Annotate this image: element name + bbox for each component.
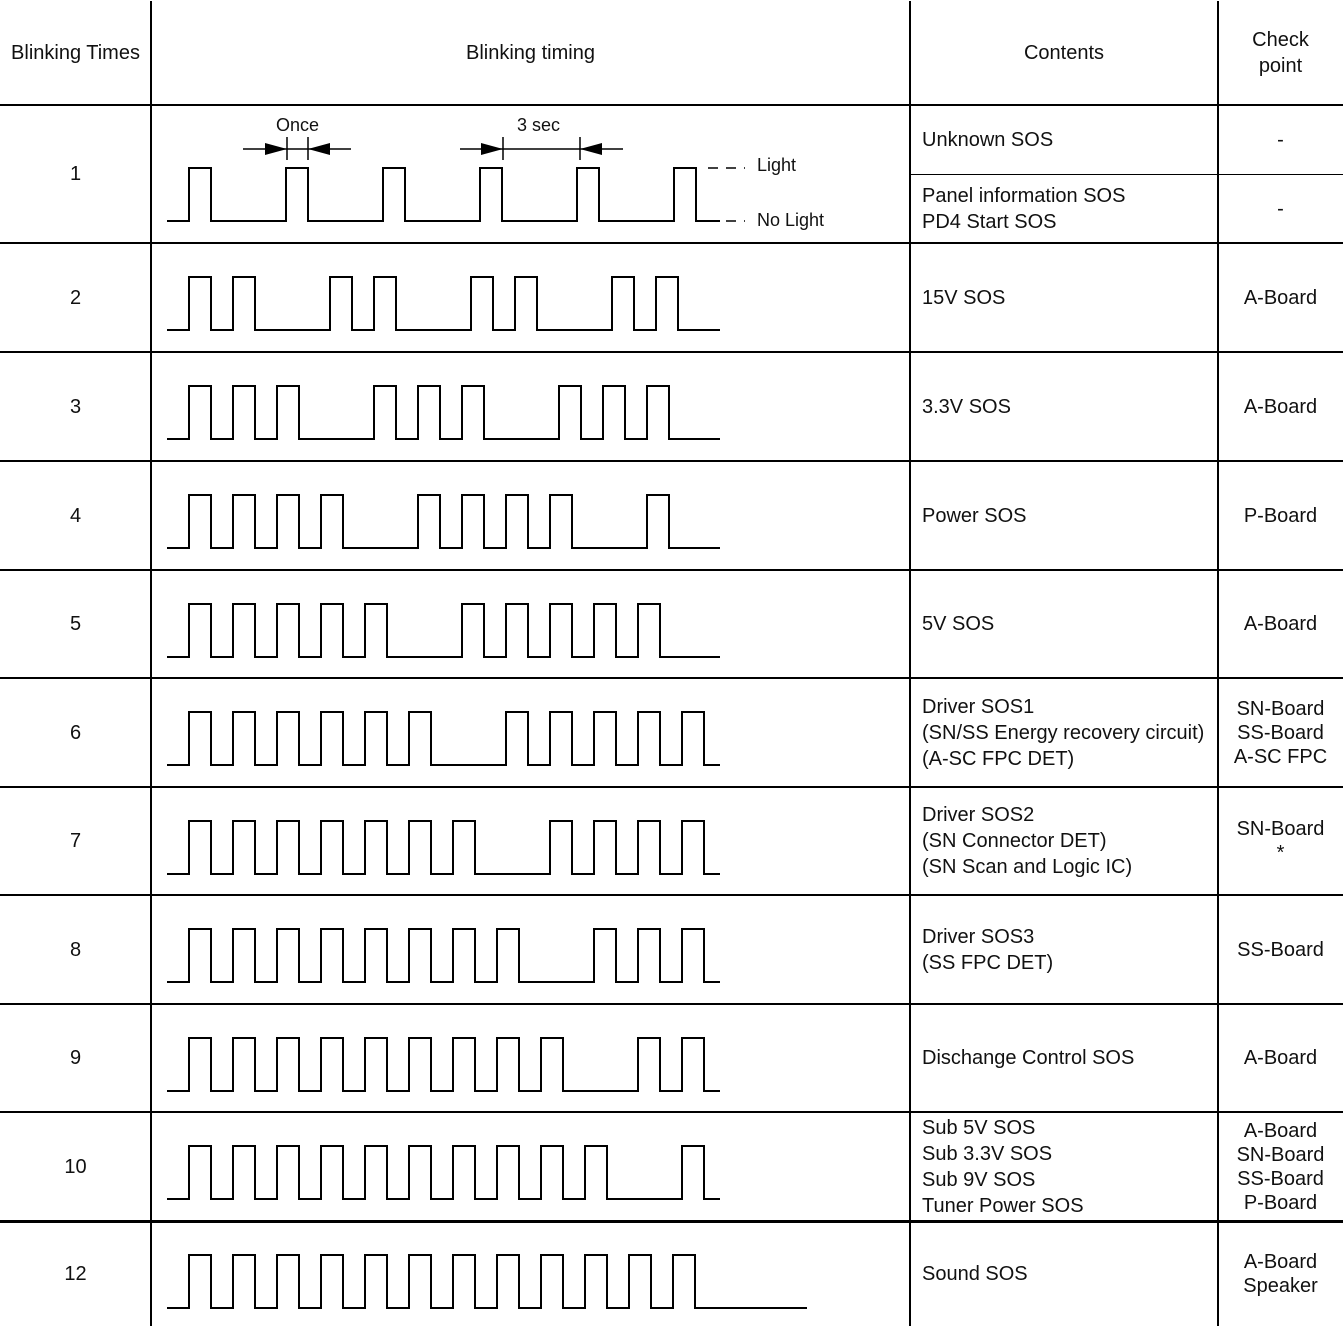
label-no-light: No Light [757, 210, 825, 230]
row-divider [0, 569, 1343, 571]
waveform-row-8 [167, 929, 720, 982]
row-divider [0, 1220, 1343, 1223]
label-3-sec: 3 sec [517, 115, 561, 135]
once-dimension-arrow-left-icon [308, 143, 330, 155]
waveform-row-6 [167, 712, 720, 765]
three-sec-dimension-arrow-left-icon [580, 143, 602, 155]
blinking-times-value: 12 [64, 1262, 87, 1285]
waveform-row-9 [167, 1038, 720, 1091]
blinking-times-value: 6 [69, 721, 82, 744]
waveform-row-2 [167, 277, 720, 330]
top-edge [0, 0, 1343, 1]
check-point-line: SN-Board [1236, 1143, 1325, 1166]
contents-line: 3.3V SOS [922, 395, 1011, 418]
contents-line: (SN Connector DET) [922, 830, 1107, 852]
check-point-line: A-Board [1243, 395, 1318, 418]
contents-line: (A-SC FPC DET) [922, 747, 1075, 770]
check-point-line: SS-Board [1237, 721, 1324, 744]
contents-line: Sub 3.3V SOS [922, 1142, 1053, 1165]
waveform-row-7 [167, 821, 720, 874]
check-point-line: A-Board [1243, 286, 1318, 309]
header-blinking-timing: Blinking timing [466, 41, 595, 64]
check-point-line: A-Board [1243, 613, 1318, 635]
waveform-row-3 [167, 386, 720, 439]
label-light: Light [757, 155, 797, 175]
blinking-times-value: 4 [69, 504, 82, 527]
row-divider [0, 460, 1343, 462]
header-blinking-times: Blinking Times [11, 41, 140, 64]
row-divider [0, 786, 1343, 788]
row-divider [0, 242, 1343, 244]
row-divider [0, 894, 1343, 896]
contents-line: Sub 9V SOS [922, 1168, 1036, 1191]
check-point-line: A-Board [1243, 1047, 1318, 1069]
contents-line: Driver SOS3 [922, 925, 1035, 948]
contents-line: Panel information SOS [922, 185, 1126, 207]
contents-line: Sound SOS [922, 1262, 1028, 1285]
blinking-times-value: 1 [69, 163, 82, 185]
check-point-line: SS-Board [1237, 1167, 1324, 1190]
waveform-row-1 [167, 168, 720, 221]
check-point-line: P-Board [1243, 504, 1318, 527]
contents-line: (SN/SS Energy recovery circuit) [922, 721, 1205, 744]
column-divider [1217, 0, 1219, 1326]
row-divider [0, 1111, 1343, 1113]
row-divider [0, 104, 1343, 106]
contents-line: Power SOS [922, 504, 1027, 527]
blinking-times-value: 7 [69, 830, 82, 852]
contents-line: Sub 5V SOS [922, 1116, 1036, 1139]
contents-line: (SS FPC DET) [922, 951, 1054, 974]
check-point-line: A-Board [1243, 1119, 1318, 1142]
header-check-line1: Check [1252, 28, 1309, 51]
contents-line: Tuner Power SOS [922, 1194, 1084, 1217]
header-check-line2: point [1258, 54, 1303, 77]
row-divider [0, 677, 1343, 679]
contents-line: Unknown SOS [922, 129, 1054, 151]
header-contents: Contents [1023, 41, 1105, 64]
contents-line: Dischange Control SOS [922, 1047, 1135, 1069]
blinking-times-value: 5 [69, 613, 82, 635]
row-1-subdivider [910, 174, 1343, 175]
three-sec-dimension-arrow-right-icon [481, 143, 503, 155]
blinking-times-value: 2 [69, 286, 82, 309]
blinking-times-value: 10 [64, 1155, 87, 1178]
contents-line: PD4 Start SOS [922, 211, 1057, 233]
contents-line: Driver SOS2 [922, 804, 1035, 826]
row-divider [0, 1003, 1343, 1005]
blinking-times-value: 3 [69, 395, 82, 418]
check-point-line: SN-Board [1236, 818, 1325, 840]
column-divider [150, 0, 152, 1326]
waveform-row-5 [167, 604, 720, 657]
check-point-line: SN-Board [1236, 697, 1325, 720]
row-divider [0, 351, 1343, 353]
contents-line: 5V SOS [922, 613, 995, 635]
waveform-row-10 [167, 1146, 720, 1199]
check-point-line: - [1277, 198, 1284, 220]
contents-line: 15V SOS [922, 286, 1006, 309]
check-point-line: A-SC FPC [1233, 745, 1328, 768]
label-once: Once [276, 115, 320, 135]
check-point-line: * [1276, 842, 1285, 864]
check-point-line: P-Board [1243, 1191, 1318, 1214]
waveform-row-12 [167, 1255, 807, 1308]
check-point-line: - [1277, 129, 1284, 151]
contents-line: Driver SOS1 [922, 695, 1035, 718]
check-point-line: A-Board [1243, 1250, 1318, 1273]
waveform-row-4 [167, 495, 720, 548]
once-dimension-arrow-right-icon [265, 143, 287, 155]
contents-line: (SN Scan and Logic IC) [922, 856, 1133, 878]
blinking-times-value: 9 [69, 1047, 82, 1069]
blinking-times-value: 8 [69, 938, 82, 961]
check-point-line: SS-Board [1237, 938, 1324, 961]
column-divider [909, 0, 911, 1326]
check-point-line: Speaker [1243, 1274, 1318, 1297]
